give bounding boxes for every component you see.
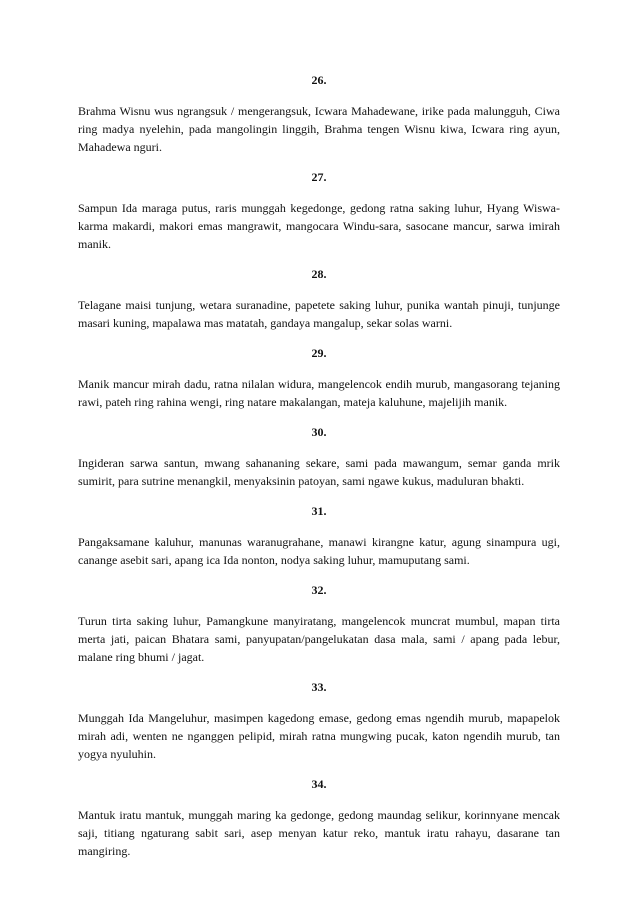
document-page <box>78 72 560 873</box>
stanza <box>78 169 560 253</box>
stanza-text: Mantuk iratu mantuk, munggah maring ka gedonge, gedong maundag selikur, korinnyane mencak saji, titiang ngaturang sabit sari, asep menyan katur reko, mantuk iratu rahayu, dasarane tan mangiring. <box>78 808 560 858</box>
stanza-text: Munggah Ida Mangeluhur, masimpen kagedong emase, gedong emas ngendih murub, mapapelok mirah adi, wenten ne nganggen pelipid, mirah ratna mungwing pucak, katon ngendih murub, tan yogya nyuluhin. <box>78 711 560 761</box>
stanza-number: 33. <box>311 680 327 694</box>
stanza-text: Telagane maisi tunjung, wetara suranadine, papetete saking luhur, punika wantah pinuji, tunjunge masari kuning, mapalawa mas matatah, gandaya mangalup, sekar solas warni. <box>78 298 560 330</box>
stanza <box>78 679 560 763</box>
stanza-number: 31. <box>311 504 327 518</box>
stanza-text: Sampun Ida maraga putus, raris munggah kegedonge, gedong ratna saking luhur, Hyang Wiswa-karma makardi, makori emas mangrawit, mangocara Windu-sara, sasocane mancur, sarwa imirah manik. <box>78 201 560 251</box>
stanza-text: Pangaksamane kaluhur, manunas waranugrahane, manawi kirangne katur, agung sinampura ugi, canange asebit sari, apang ica Ida nonton, nodya saking luhur, mamuputang sami. <box>78 535 560 567</box>
stanza <box>78 503 560 569</box>
stanza <box>78 266 560 332</box>
stanza <box>78 424 560 490</box>
stanza <box>78 582 560 666</box>
stanza-number: 28. <box>311 267 327 281</box>
stanza <box>78 345 560 411</box>
stanza-text: Brahma Wisnu wus ngrangsuk / mengerangsuk, Icwara Mahadewane, irike pada malungguh, Ciwa ring madya nyelehin, pada mangolingin linggih, Brahma tengen Wisnu kiwa, Icwara ring ayun, Mahadewa nguri. <box>78 104 560 154</box>
stanza-number: 29. <box>311 346 327 360</box>
stanza-number: 32. <box>311 583 327 597</box>
stanza <box>78 72 560 156</box>
stanza-number: 26. <box>311 73 327 87</box>
stanza-number: 30. <box>311 425 327 439</box>
stanza-text: Turun tirta saking luhur, Pamangkune manyiratang, mangelencok muncrat mumbul, mapan tirta merta jati, paican Bhatara sami, panyupatan/pangelukatan dasa mala, sami / apang pada lebur, malane ring bhumi / jagat. <box>78 614 560 664</box>
stanza-number: 27. <box>311 170 327 184</box>
stanza <box>78 776 560 860</box>
stanza-text: Manik mancur mirah dadu, ratna nilalan widura, mangelencok endih murub, mangasorang tejaning rawi, pateh ring rahina wengi, ring natare makalangan, mateja kaluhune, majelijih manik. <box>78 377 560 409</box>
stanza-text: Ingideran sarwa santun, mwang sahananing sekare, sami pada mawangum, semar ganda mrik sumirit, para sutrine menangkil, menyaksinin patoyan, sami ngawe kukus, maduluran bhakti. <box>78 456 560 488</box>
stanza-number: 34. <box>311 777 327 791</box>
